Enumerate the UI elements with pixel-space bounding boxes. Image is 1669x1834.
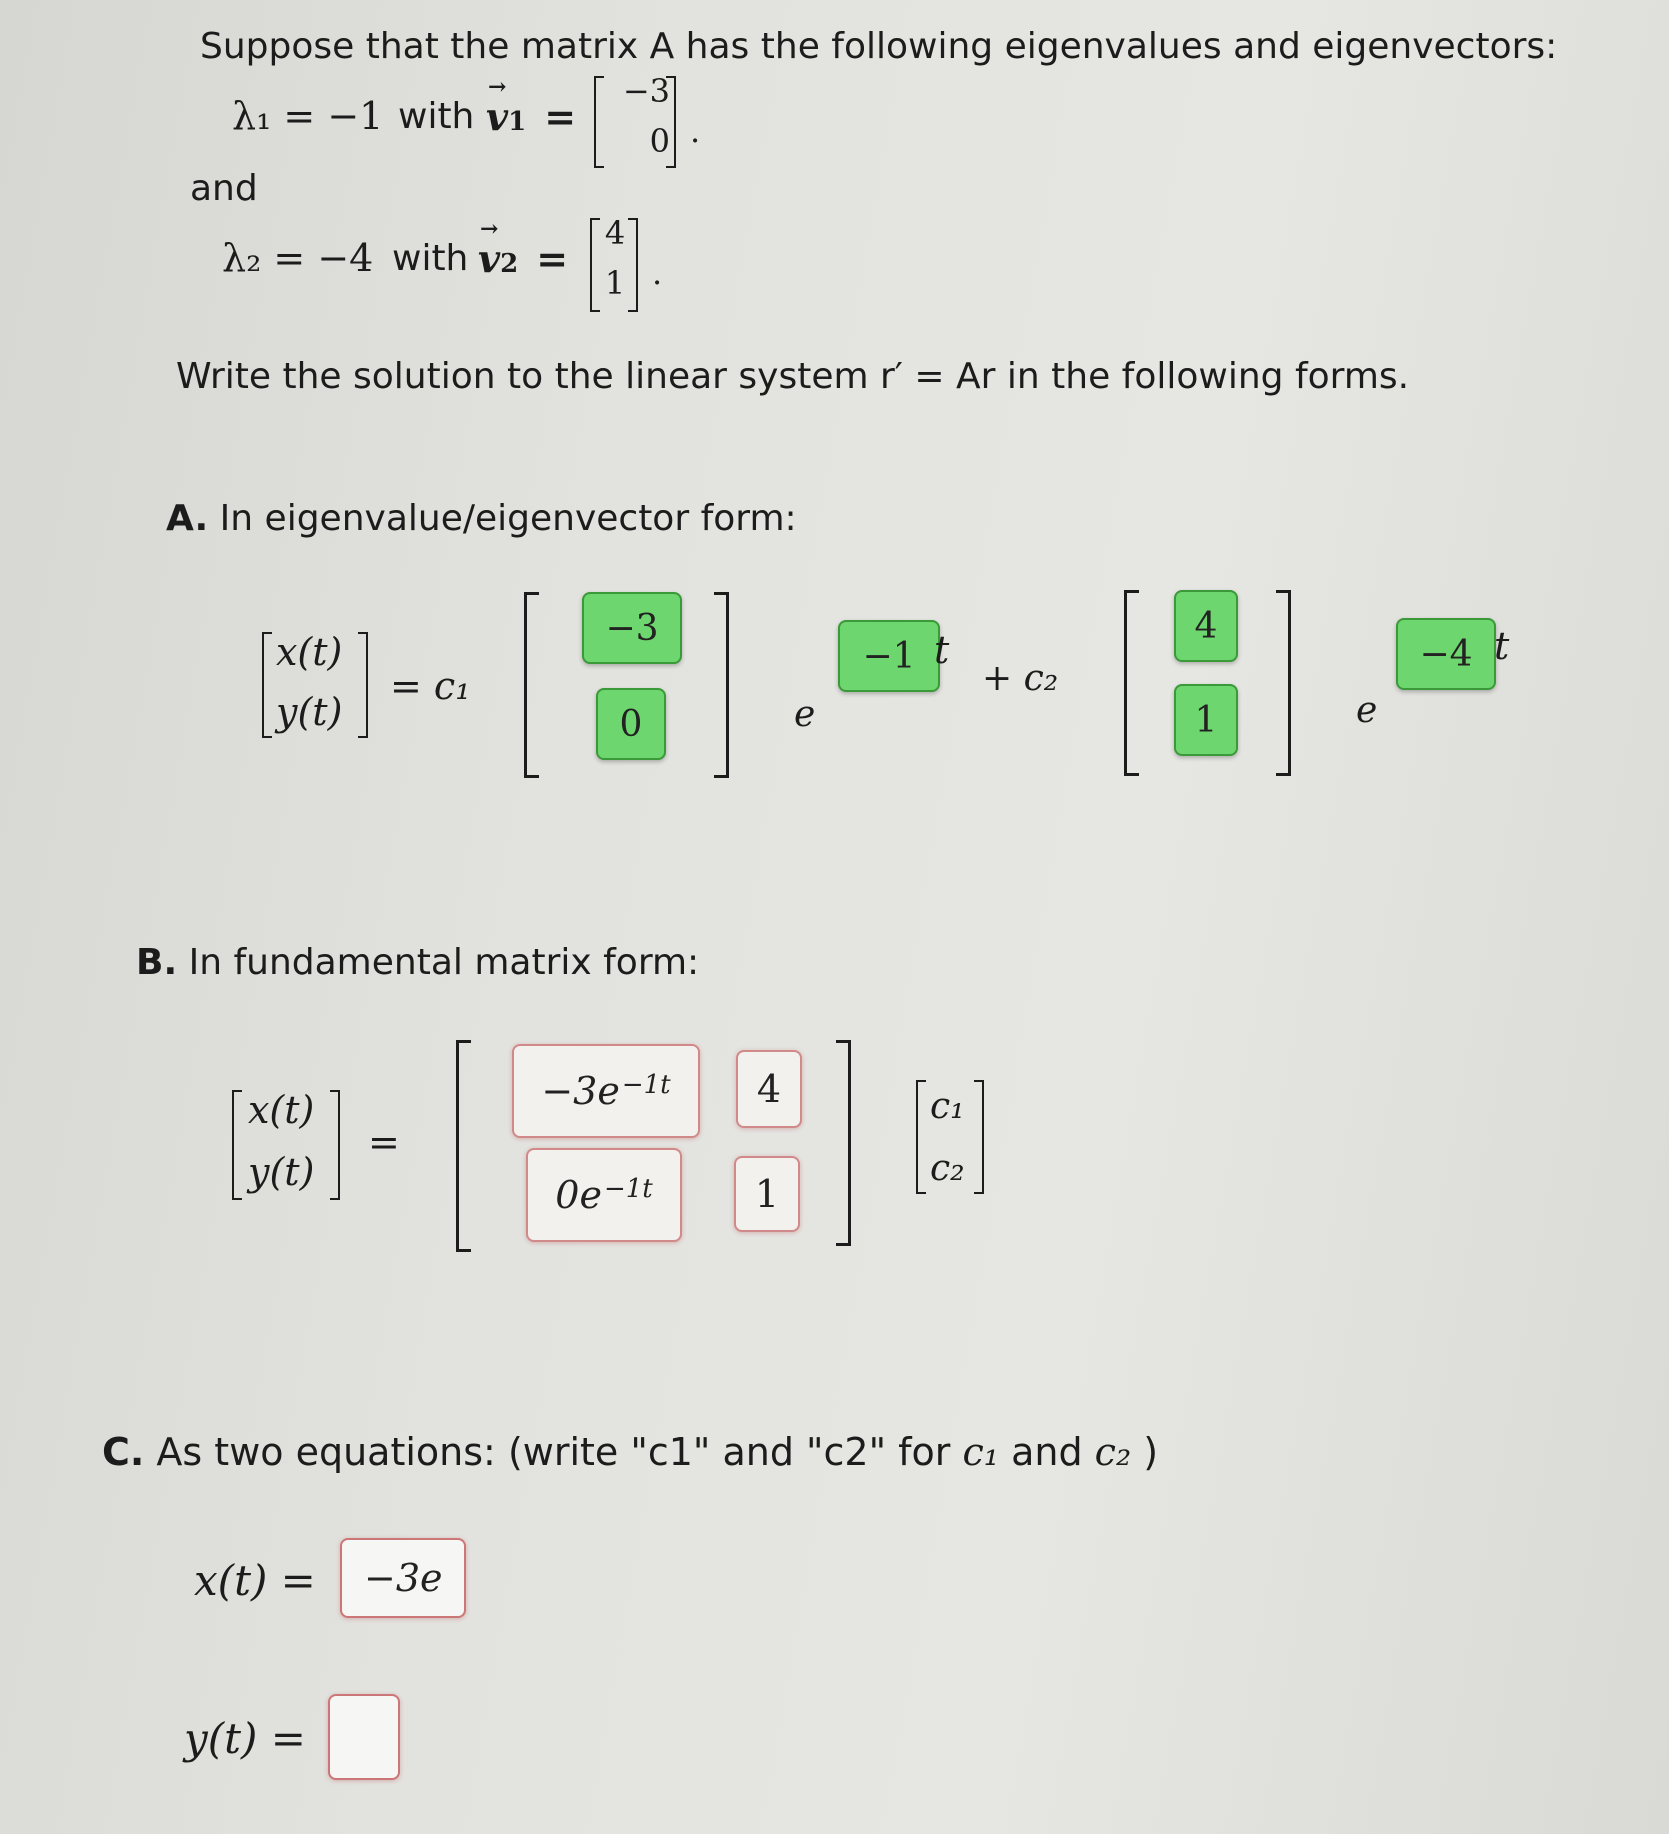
v2-period: . xyxy=(652,254,663,292)
a-plus-c2: + c₂ xyxy=(982,658,1059,699)
a-eq-c1: = c₁ xyxy=(390,664,471,708)
with-label-1: with xyxy=(398,96,475,137)
part-c-heading: C. As two equations: (write "c1" and "c2" for c₁ and c₂ ) xyxy=(102,1430,1159,1474)
b-cvec-right-bracket xyxy=(974,1080,984,1194)
a-lhs-right-bracket xyxy=(358,632,368,738)
a-t2: t xyxy=(1494,624,1510,668)
b-m12-input[interactable]: 4 xyxy=(736,1050,802,1128)
a-vec1-left-bracket xyxy=(524,592,539,778)
b-cvec-left-bracket xyxy=(916,1080,926,1194)
b-eq: = xyxy=(368,1120,400,1164)
system-text: Write the solution to the linear system r′ = Ar in the following forms. xyxy=(176,356,1410,397)
a-vec1-entry-2-input[interactable]: 0 xyxy=(596,688,666,760)
b-matrix-right-bracket xyxy=(836,1040,851,1246)
lambda2: λ₂ = −4 xyxy=(222,236,374,280)
b-lhs-x: x(t) xyxy=(248,1088,315,1132)
a-exp1-input[interactable]: −1 xyxy=(838,620,940,692)
a-t1: t xyxy=(934,628,950,672)
a-e1: e xyxy=(794,694,816,735)
b-lhs-left-bracket xyxy=(232,1090,242,1200)
c-x-input[interactable]: −3e xyxy=(340,1538,466,1618)
a-lhs-x: x(t) xyxy=(276,630,343,674)
b-c1: c₁ xyxy=(930,1086,965,1127)
b-m22-input[interactable]: 1 xyxy=(734,1156,800,1232)
a-vec2-entry-2-input[interactable]: 1 xyxy=(1174,684,1238,756)
v1-right-bracket xyxy=(666,76,676,168)
v1-label: → v1 = xyxy=(486,94,576,139)
and-text: and xyxy=(190,168,258,209)
intro-text: Suppose that the matrix A has the following eigenvalues and eigenvectors: xyxy=(200,26,1558,67)
b-m11-input[interactable]: −3e $^{-1t}$ xyxy=(512,1044,700,1138)
v1-left-bracket xyxy=(594,76,604,168)
b-lhs-y: y(t) xyxy=(248,1150,315,1194)
b-m21-input[interactable]: 0e $^{-1t}$ xyxy=(526,1148,682,1242)
b-matrix-left-bracket xyxy=(456,1040,471,1252)
v2-right-bracket xyxy=(628,218,638,312)
a-exp2-input[interactable]: −4 xyxy=(1396,618,1496,690)
v1-entry-2: 0 xyxy=(649,122,670,160)
b-c2: c₂ xyxy=(930,1148,965,1189)
v2-left-bracket xyxy=(590,218,600,312)
v2-entry-1: 4 xyxy=(604,214,626,252)
c-y-input[interactable] xyxy=(328,1694,400,1780)
part-b-heading: B. In fundamental matrix form: xyxy=(136,942,700,983)
a-vec1-entry-1-input[interactable]: −3 xyxy=(582,592,682,664)
v2-entry-2: 1 xyxy=(604,264,626,302)
a-vec1-right-bracket xyxy=(714,592,729,778)
a-lhs-y: y(t) xyxy=(276,690,343,734)
c-x-label: x(t) = xyxy=(194,1556,316,1605)
a-e2: e xyxy=(1356,690,1378,731)
v1-period: . xyxy=(690,112,701,150)
c-y-label: y(t) = xyxy=(184,1714,306,1763)
a-vec2-right-bracket xyxy=(1276,590,1291,776)
a-vec2-left-bracket xyxy=(1124,590,1139,776)
v2-label: → v2 = xyxy=(478,236,568,281)
with-label-2: with xyxy=(392,238,469,279)
a-vec2-entry-1-input[interactable]: 4 xyxy=(1174,590,1238,662)
v1-entry-1: −3 xyxy=(622,72,670,110)
lambda1: λ₁ = −1 xyxy=(232,94,384,138)
a-lhs-left-bracket xyxy=(262,632,272,738)
part-a-heading: A. In eigenvalue/eigenvector form: xyxy=(166,498,797,539)
b-lhs-right-bracket xyxy=(330,1090,340,1200)
